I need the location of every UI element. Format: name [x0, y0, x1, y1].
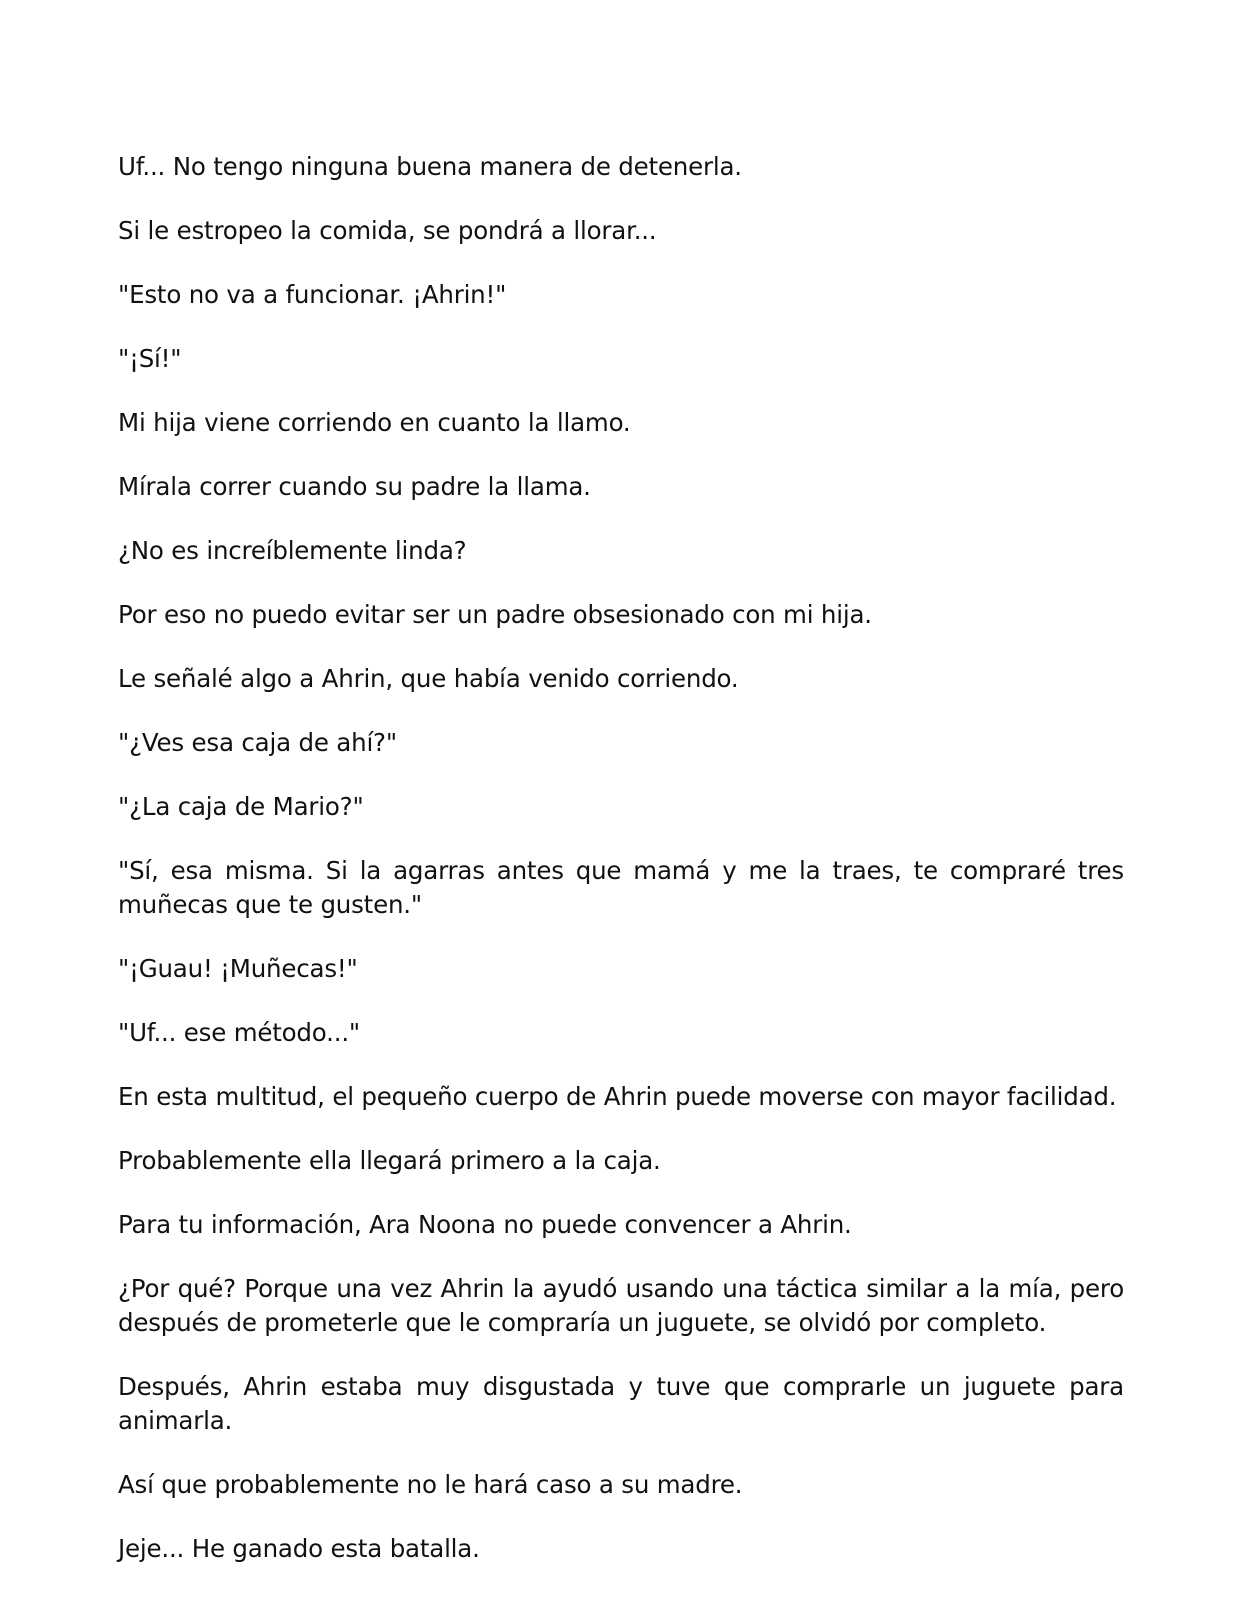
paragraph: "¿Ves esa caja de ahí?": [118, 728, 397, 757]
paragraph: Le señalé algo a Ahrin, que había venido corriendo.: [118, 664, 739, 693]
paragraph: Uf... No tengo ninguna buena manera de detenerla.: [118, 152, 742, 181]
paragraph: ¿Por qué? Porque una vez Ahrin la ayudó usando una táctica similar a la mía, pero después de prometerle que le compraría un juguete, se olvidó por completo.: [118, 1274, 1124, 1337]
document-body: [118, 150, 1124, 1596]
paragraph: Probablemente ella llegará primero a la caja.: [118, 1146, 661, 1175]
paragraph: "¡Guau! ¡Muñecas!": [118, 954, 358, 983]
paragraph: Por eso no puedo evitar ser un padre obsesionado con mi hija.: [118, 600, 872, 629]
paragraph: Si le estropeo la comida, se pondrá a llorar...: [118, 216, 657, 245]
paragraph: "Esto no va a funcionar. ¡Ahrin!": [118, 280, 507, 309]
paragraph: ¿No es increíblemente linda?: [118, 536, 467, 565]
paragraph: "Sí, esa misma. Si la agarras antes que mamá y me la traes, te compraré tres muñecas que te gusten.": [118, 856, 1124, 919]
paragraph: "¡Sí!": [118, 344, 182, 373]
paragraph: "Uf... ese método...": [118, 1018, 360, 1047]
paragraph: En esta multitud, el pequeño cuerpo de Ahrin puede moverse con mayor facilidad.: [118, 1082, 1117, 1111]
paragraph: Jeje... He ganado esta batalla.: [118, 1534, 480, 1563]
paragraph: Así que probablemente no le hará caso a su madre.: [118, 1470, 743, 1499]
paragraph: Después, Ahrin estaba muy disgustada y tuve que comprarle un juguete para animarla.: [118, 1372, 1124, 1435]
paragraph: "¿La caja de Mario?": [118, 792, 364, 821]
paragraph: Mi hija viene corriendo en cuanto la llamo.: [118, 408, 631, 437]
paragraph: Para tu información, Ara Noona no puede convencer a Ahrin.: [118, 1210, 852, 1239]
paragraph: Mírala correr cuando su padre la llama.: [118, 472, 591, 501]
